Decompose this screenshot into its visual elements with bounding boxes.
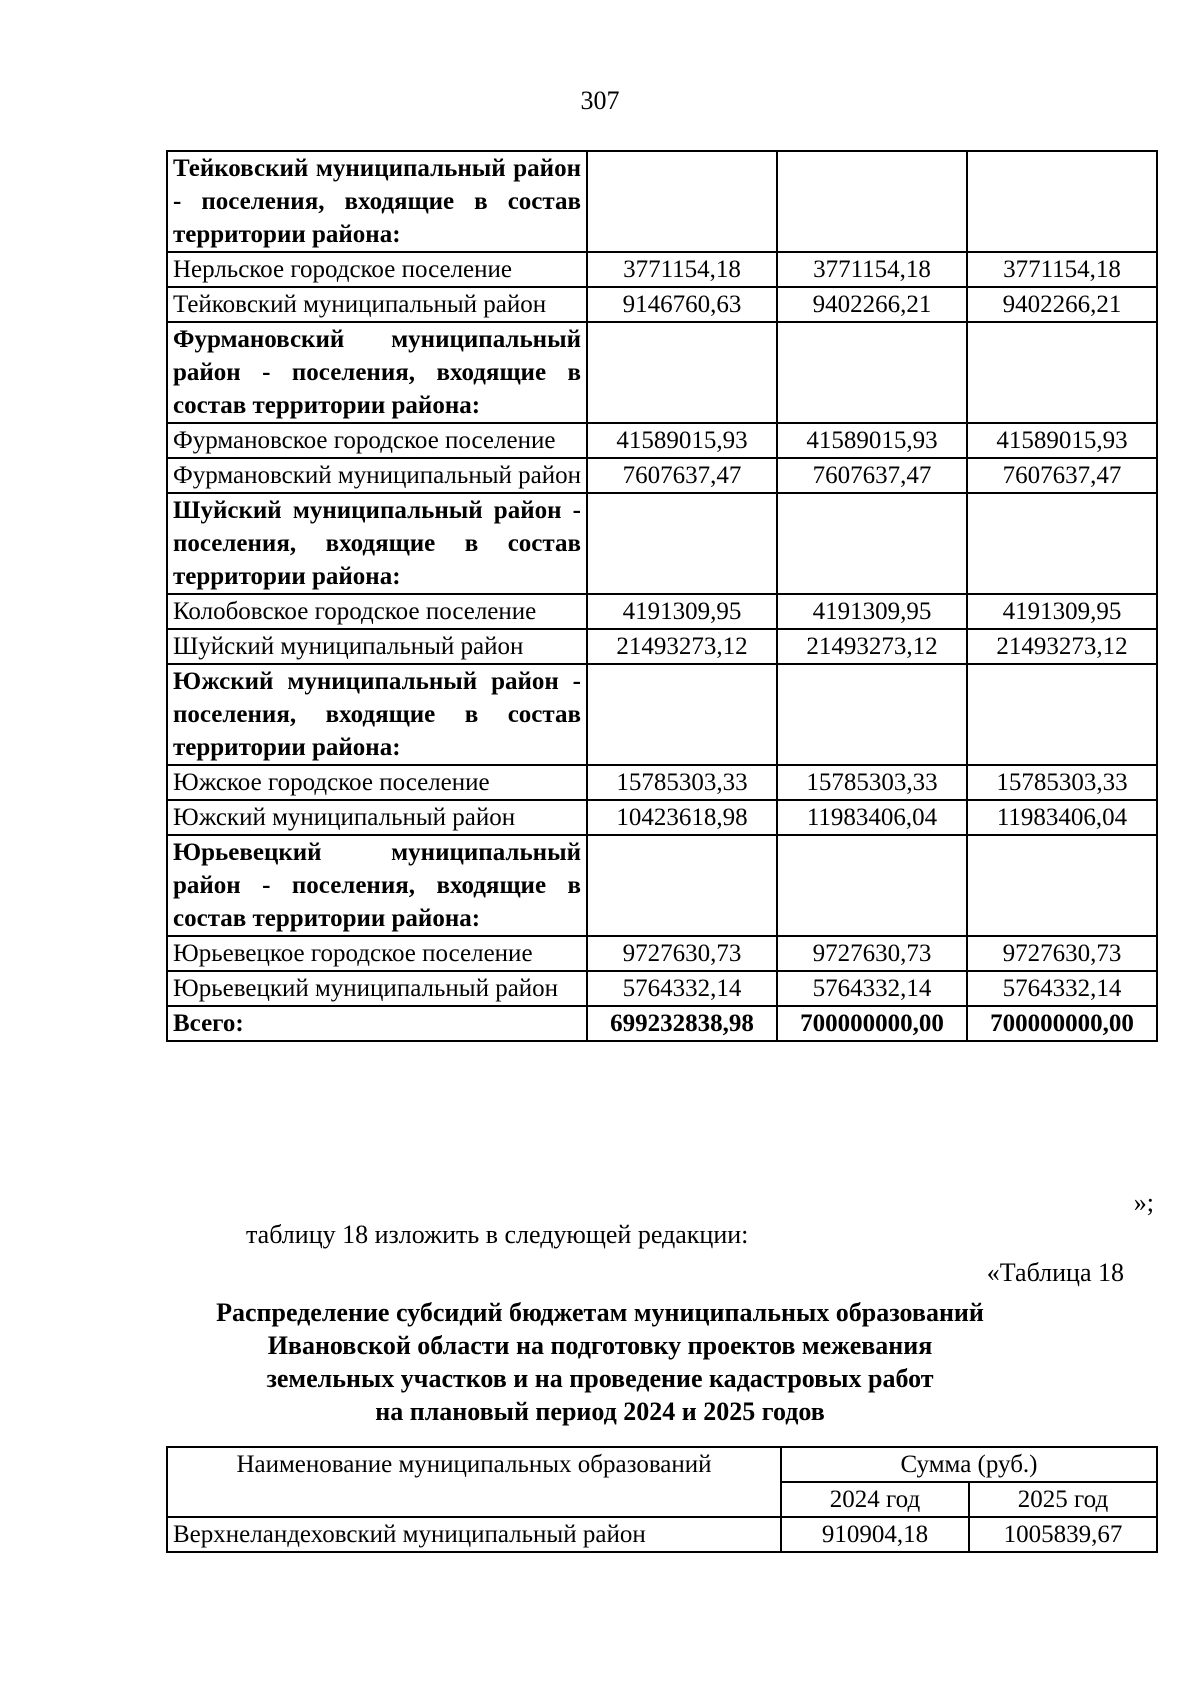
value-cell: 3771154,18 (587, 252, 777, 287)
table-row (167, 800, 1157, 835)
value-cell: 7607637,47 (777, 458, 967, 493)
table-row (167, 252, 1157, 287)
name-cell: Верхнеландеховский муниципальный район (167, 1517, 781, 1552)
value-cell: 15785303,33 (587, 765, 777, 800)
value-cell: 3771154,18 (777, 252, 967, 287)
instruction-text: таблицу 18 изложить в следующей редакции: (246, 1220, 749, 1249)
value-cell (967, 835, 1157, 936)
table-18 (166, 1446, 1158, 1553)
header-cell-sum: Сумма (руб.) (781, 1447, 1157, 1482)
group-heading-cell: Южский муниципальный район - поселения, входящие в состав территории района: (167, 664, 587, 765)
value-cell (967, 151, 1157, 252)
value-cell: 4191309,95 (777, 594, 967, 629)
title-line: Ивановской области на подготовку проектов межевания (267, 1331, 933, 1360)
name-cell: Южский муниципальный район (167, 800, 587, 835)
value-cell: 910904,18 (781, 1517, 969, 1552)
group-heading-row (167, 322, 1157, 423)
header-cell-year: 2025 год (969, 1482, 1157, 1517)
total-value-cell: 699232838,98 (587, 1006, 777, 1041)
table-row (167, 765, 1157, 800)
value-cell: 5764332,14 (777, 971, 967, 1006)
value-cell: 1005839,67 (969, 1517, 1157, 1552)
value-cell: 5764332,14 (587, 971, 777, 1006)
value-cell: 4191309,95 (967, 594, 1157, 629)
value-cell: 21493273,12 (777, 629, 967, 664)
value-cell (777, 835, 967, 936)
value-cell (777, 664, 967, 765)
name-cell: Фурмановское городское поселение (167, 423, 587, 458)
total-value-cell: 700000000,00 (967, 1006, 1157, 1041)
value-cell: 9402266,21 (777, 287, 967, 322)
value-cell: 11983406,04 (967, 800, 1157, 835)
title-line: на плановый период 2024 и 2025 годов (375, 1397, 825, 1426)
value-cell (777, 151, 967, 252)
table-row (167, 629, 1157, 664)
value-cell: 41589015,93 (587, 423, 777, 458)
page-number: 307 (580, 86, 620, 115)
value-cell: 15785303,33 (967, 765, 1157, 800)
table-row (167, 1517, 1157, 1552)
value-cell: 21493273,12 (967, 629, 1157, 664)
group-heading-cell: Фурмановский муниципальный район - поселения, входящие в состав территории района: (167, 322, 587, 423)
value-cell: 9727630,73 (967, 936, 1157, 971)
table-row (167, 287, 1157, 322)
table-row (167, 458, 1157, 493)
value-cell: 41589015,93 (967, 423, 1157, 458)
table-row (167, 423, 1157, 458)
name-cell: Южское городское поселение (167, 765, 587, 800)
value-cell (777, 493, 967, 594)
value-cell (967, 664, 1157, 765)
title-line: земельных участков и на проведение кадастровых работ (266, 1364, 934, 1393)
value-cell: 11983406,04 (777, 800, 967, 835)
group-heading-row (167, 151, 1157, 252)
total-row (167, 1006, 1157, 1041)
total-label-cell: Всего: (167, 1006, 587, 1041)
name-cell: Шуйский муниципальный район (167, 629, 587, 664)
header-cell-year: 2024 год (781, 1482, 969, 1517)
value-cell (967, 322, 1157, 423)
name-cell: Нерльское городское поселение (167, 252, 587, 287)
name-cell: Тейковский муниципальный район (167, 287, 587, 322)
group-heading-row (167, 835, 1157, 936)
value-cell (587, 322, 777, 423)
group-heading-cell: Юрьевецкий муниципальный район - поселения, входящие в состав территории района: (167, 835, 587, 936)
group-heading-row (167, 493, 1157, 594)
table-row (167, 936, 1157, 971)
table-row (167, 594, 1157, 629)
value-cell (587, 835, 777, 936)
value-cell: 7607637,47 (967, 458, 1157, 493)
table-title (0, 1296, 1200, 1428)
value-cell: 10423618,98 (587, 800, 777, 835)
value-cell: 9146760,63 (587, 287, 777, 322)
group-heading-cell: Тейковский муниципальный район - поселения, входящие в состав территории района: (167, 151, 587, 252)
total-value-cell: 700000000,00 (777, 1006, 967, 1041)
table-row (167, 971, 1157, 1006)
name-cell: Юрьевецкое городское поселение (167, 936, 587, 971)
value-cell (777, 322, 967, 423)
value-cell: 15785303,33 (777, 765, 967, 800)
value-cell: 7607637,47 (587, 458, 777, 493)
group-heading-cell: Шуйский муниципальный район - поселения, входящие в состав территории района: (167, 493, 587, 594)
value-cell: 4191309,95 (587, 594, 777, 629)
value-cell (587, 493, 777, 594)
table-reference: «Таблица 18 (986, 1258, 1124, 1287)
value-cell: 9727630,73 (587, 936, 777, 971)
name-cell: Юрьевецкий муниципальный район (167, 971, 587, 1006)
value-cell (587, 664, 777, 765)
value-cell (587, 151, 777, 252)
header-cell-name: Наименование муниципальных образований (167, 1447, 781, 1517)
title-line: Распределение субсидий бюджетам муниципальных образований (216, 1298, 984, 1327)
subsidy-table-continued (166, 150, 1158, 1042)
name-cell: Колобовское городское поселение (167, 594, 587, 629)
table-body (167, 151, 1157, 1041)
group-heading-row (167, 664, 1157, 765)
name-cell: Фурмановский муниципальный район (167, 458, 587, 493)
value-cell: 3771154,18 (967, 252, 1157, 287)
value-cell: 41589015,93 (777, 423, 967, 458)
header-row (167, 1447, 1157, 1482)
closing-quote: »; (1133, 1188, 1154, 1217)
value-cell: 21493273,12 (587, 629, 777, 664)
value-cell: 9402266,21 (967, 287, 1157, 322)
value-cell (967, 493, 1157, 594)
table-body (167, 1447, 1157, 1552)
value-cell: 5764332,14 (967, 971, 1157, 1006)
value-cell: 9727630,73 (777, 936, 967, 971)
